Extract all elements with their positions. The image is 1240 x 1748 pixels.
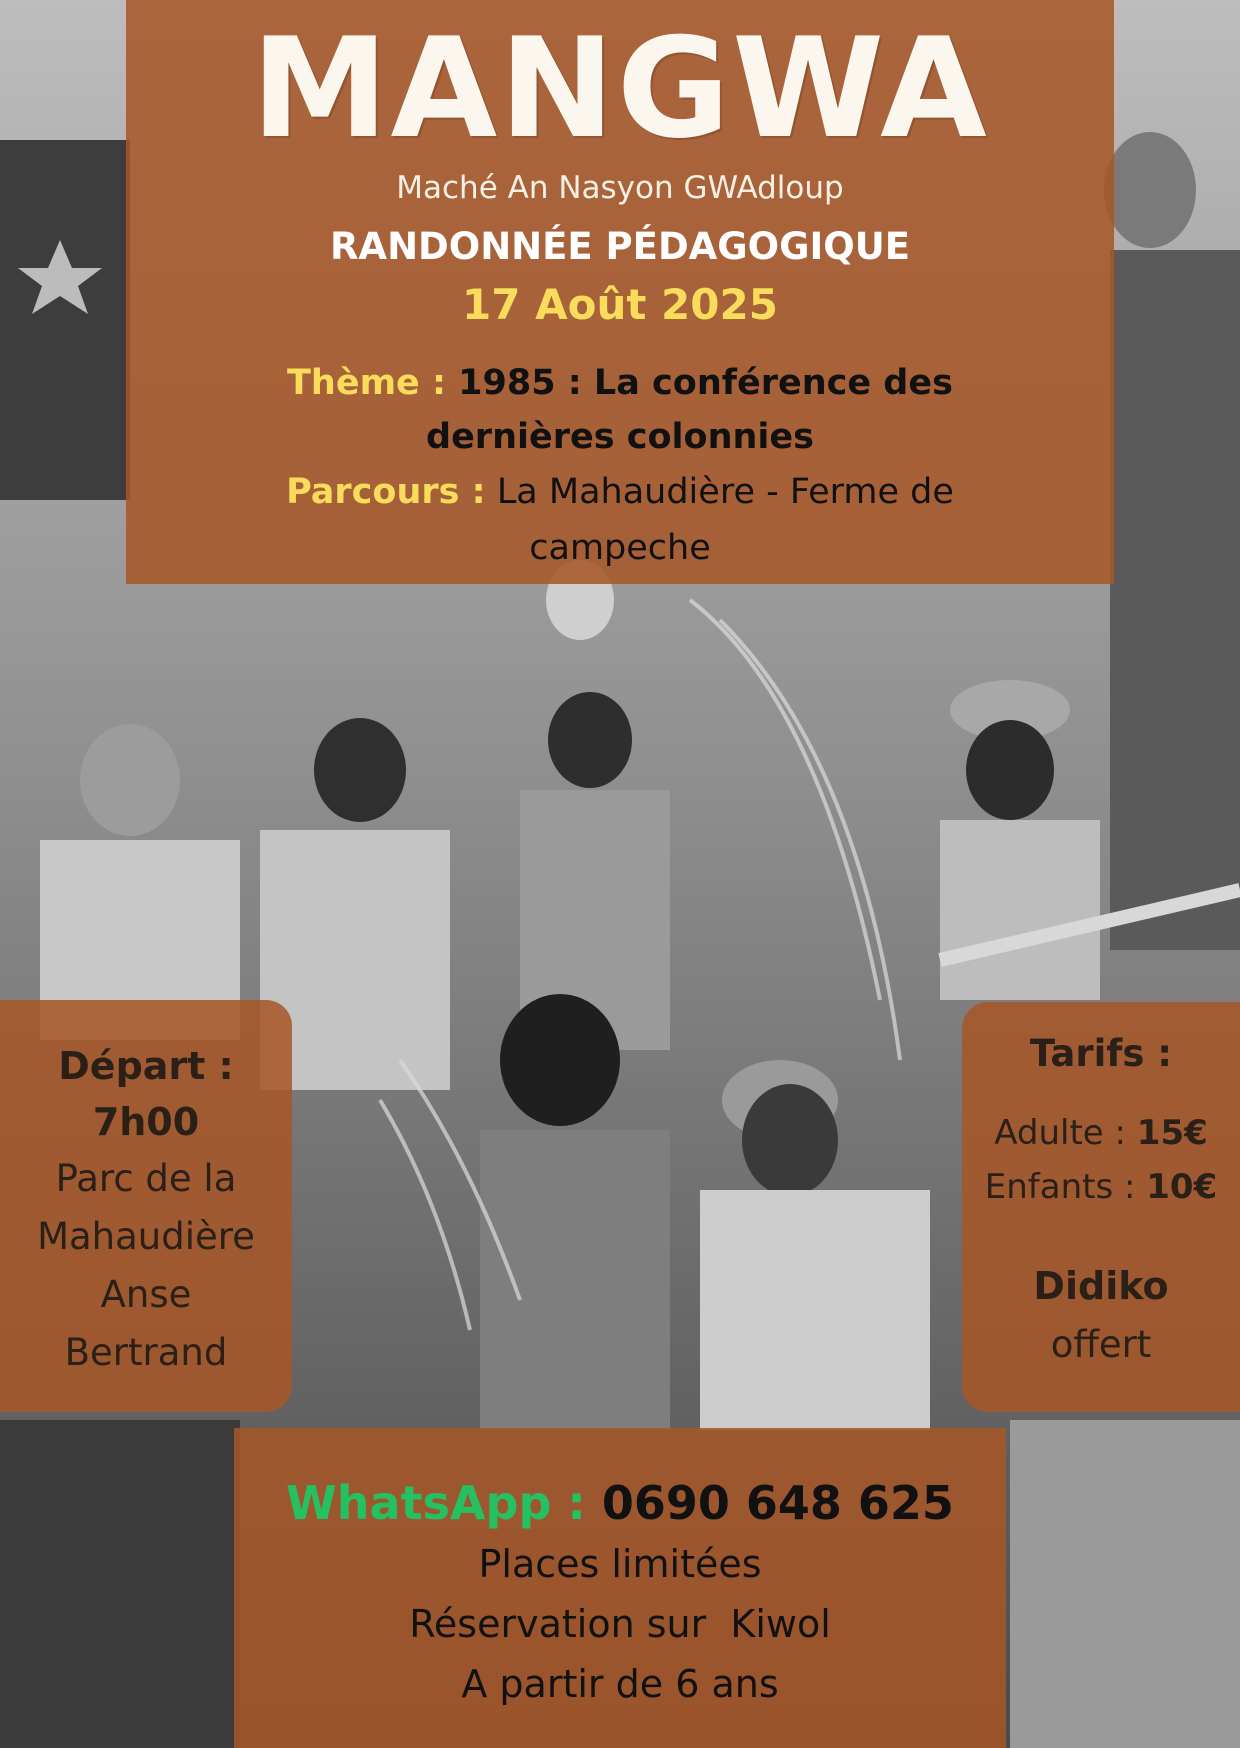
info-line: A partir de 6 ans bbox=[461, 1662, 779, 1706]
child-label: Enfants : bbox=[984, 1167, 1136, 1207]
event-date: 17 Août 2025 bbox=[462, 280, 778, 329]
route-value: La Mahaudière - Ferme de campeche bbox=[496, 472, 954, 568]
departure-location-line: Parc de la bbox=[55, 1157, 237, 1200]
route-label: Parcours : bbox=[286, 472, 486, 512]
phone-number[interactable]: 0690 648 625 bbox=[601, 1476, 954, 1530]
header-panel bbox=[126, 0, 1114, 584]
departure-label: Départ : bbox=[58, 1044, 234, 1088]
gift-text: offert bbox=[1050, 1323, 1152, 1366]
theme-line bbox=[196, 356, 1044, 464]
departure-location-line: Anse bbox=[100, 1273, 192, 1316]
logo-title: MANGWA bbox=[251, 8, 989, 169]
info-line: Réservation sur Kiwol bbox=[409, 1602, 831, 1646]
gift-title: Didiko bbox=[1033, 1264, 1169, 1308]
child-price-line bbox=[962, 1160, 1240, 1214]
adult-label: Adulte : bbox=[994, 1113, 1126, 1153]
child-price: 10€ bbox=[1146, 1167, 1218, 1207]
adult-price-line bbox=[962, 1106, 1240, 1160]
theme-label: Thème : bbox=[287, 363, 446, 403]
info-line: Places limitées bbox=[478, 1542, 762, 1586]
departure-time: 7h00 bbox=[92, 1100, 200, 1144]
pricing-title: Tarifs : bbox=[1029, 1032, 1173, 1075]
contact-panel bbox=[234, 1428, 1006, 1748]
subtitle: Maché An Nasyon GWAdloup bbox=[396, 170, 844, 206]
event-type: RANDONNÉE PÉDAGOGIQUE bbox=[329, 225, 911, 268]
adult-price: 15€ bbox=[1136, 1113, 1208, 1153]
departure-location-line: Mahaudière bbox=[37, 1215, 255, 1258]
whatsapp-label: WhatsApp : bbox=[286, 1476, 586, 1530]
pricing-panel bbox=[962, 1002, 1240, 1412]
route-line bbox=[216, 464, 1024, 576]
departure-panel bbox=[0, 1000, 292, 1412]
departure-location-line: Bertrand bbox=[64, 1331, 228, 1374]
whatsapp-line[interactable] bbox=[234, 1472, 1006, 1534]
theme-value: 1985 : La conférence des dernières colonnies bbox=[426, 363, 953, 457]
